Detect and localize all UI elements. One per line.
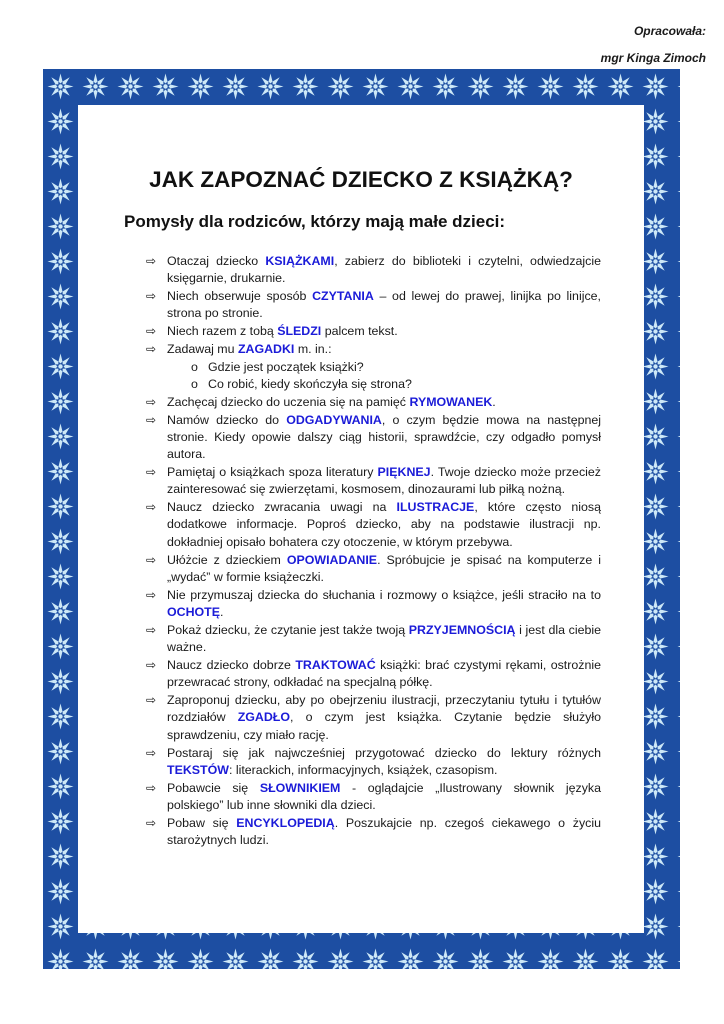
list-item-text [167, 395, 496, 409]
list-item-text [167, 623, 601, 654]
content-panel [78, 105, 644, 933]
hollow-right-arrow-icon: ⇨ [146, 289, 157, 304]
list-item-text [167, 658, 601, 689]
list-item [146, 745, 601, 779]
text-run: , o czym jest książka. Czytanie będzie służyło sprawdzeniu, czy miało rację. [167, 710, 601, 742]
hollow-right-arrow-icon: ⇨ [146, 412, 157, 427]
text-run: . [492, 394, 496, 409]
sub-list-item-text: Co robić, kiedy skończyła się strona? [208, 376, 412, 391]
keyword-highlight: OCHOTĘ [167, 604, 221, 619]
text-run: Namów dziecko do [167, 412, 287, 427]
author-name: mgr Kinga Zimoch [600, 51, 706, 65]
text-run: . Twoje dziecko może przecież zainteresować się zwierzętami, kosmosem, dinozaurami lub piłką nożną. [167, 465, 601, 497]
list-item-text [167, 816, 601, 847]
keyword-highlight: ENCYKLOPEDIĄ [236, 816, 335, 830]
text-run: Niech razem z tobą [167, 324, 278, 339]
list-item [146, 288, 601, 322]
list-item [146, 692, 601, 743]
list-item [146, 412, 601, 463]
text-run: - oglądajcie „Ilustrowany słownik języka polskiego” lub inne słowniki dla dzieci. [167, 780, 601, 812]
keyword-highlight: TEKSTÓW [167, 762, 229, 777]
hollow-right-arrow-icon: ⇨ [146, 658, 157, 673]
keyword-highlight: SŁOWNIKIEM [259, 780, 341, 795]
page-subtitle: Pomysły dla rodziców, którzy mają małe dzieci: [124, 212, 506, 231]
list-item [146, 657, 601, 691]
author-label: Opracowała: [633, 24, 706, 38]
sub-list-item [167, 359, 601, 376]
hollow-right-arrow-icon: ⇨ [146, 254, 157, 268]
list-item [146, 587, 601, 621]
list-item [146, 622, 601, 656]
keyword-highlight: PIĘKNEJ [377, 465, 431, 480]
sub-list [167, 359, 601, 393]
list-item [146, 780, 601, 814]
text-run: . Spróbujcie je spisać na komputerze i „wydać” w formie książeczki. [167, 552, 601, 584]
hollow-right-arrow-icon: ⇨ [146, 745, 157, 760]
keyword-highlight: PRZYJEMNOŚCIĄ [408, 622, 516, 637]
keyword-highlight: ŚLEDZI [277, 324, 322, 339]
text-run: , zabierz do biblioteki i czytelni, odwiedzajcie księgarnie, drukarnie. [167, 254, 601, 286]
text-run: palcem tekst. [321, 324, 398, 339]
list-item-text [167, 500, 601, 548]
hollow-right-arrow-icon: ⇨ [146, 500, 157, 515]
keyword-highlight: ZAGADKI [237, 342, 295, 357]
text-run: – od lewej do prawej, linijka po linijce, strona po stronie. [167, 289, 601, 321]
text-run: Zaproponuj dziecku, aby po obejrzeniu ilustracji, przeczytaniu tytułu i tytułów rozdziałów [167, 693, 601, 725]
text-run: Naucz dziecko zwracania uwagi na [167, 500, 397, 515]
text-run: : literackich, informacyjnych, książek, czasopism. [228, 762, 498, 777]
text-run: m. in.: [294, 342, 332, 357]
list-item-text [167, 553, 601, 584]
list-item-text [167, 413, 601, 461]
sub-list-item-text: Gdzie jest początek książki? [208, 359, 364, 374]
hollow-right-arrow-icon: ⇨ [146, 552, 157, 567]
list-item [146, 341, 601, 392]
text-run: . [220, 604, 224, 619]
page-title: JAK ZAPOZNAĆ DZIECKO Z KSIĄŻKĄ? [149, 167, 573, 192]
list-item [146, 815, 601, 849]
keyword-highlight: CZYTANIA [312, 289, 374, 304]
keyword-highlight: KSIĄŻKAMI [265, 254, 335, 268]
keyword-highlight: ODGADYWANIA [286, 412, 382, 427]
list-item-text [167, 289, 601, 320]
list-item [146, 464, 601, 498]
list-item-text [167, 465, 601, 496]
text-run: Niech obserwuje sposób [167, 289, 313, 304]
hollow-right-arrow-icon: ⇨ [146, 324, 157, 339]
hollow-right-arrow-icon: ⇨ [146, 587, 157, 602]
author-block [601, 18, 706, 72]
text-run: . Poszukajcie np. czegoś ciekawego o życiu starożytnych ludzi. [167, 816, 601, 848]
circle-icon: o [191, 376, 198, 391]
hollow-right-arrow-icon: ⇨ [146, 816, 157, 830]
snowflake-border-frame [43, 69, 680, 969]
list-item-text [167, 254, 601, 285]
text-run: Naucz dziecko dobrze [167, 658, 296, 673]
list-item [146, 323, 601, 340]
hollow-right-arrow-icon: ⇨ [146, 394, 157, 409]
list-item-text [167, 342, 332, 356]
list-item [146, 253, 601, 287]
text-run: Nie przymuszaj dziecka do słuchania i rozmowy o książce, jeśli straciło na to [167, 587, 601, 602]
hollow-right-arrow-icon: ⇨ [146, 465, 157, 480]
sub-list-item [167, 376, 601, 393]
list-item-text [167, 781, 601, 812]
list-item-text [167, 588, 601, 619]
list-item-text [167, 746, 601, 777]
text-run: Postaraj się jak najwcześniej przygotować dziecko do lektury różnych [167, 745, 601, 760]
list-item [146, 499, 601, 550]
hollow-right-arrow-icon: ⇨ [146, 693, 157, 708]
keyword-highlight: ILUSTRACJE [396, 500, 475, 515]
text-run: , które często niosą dodatkowe informacje. Poproś dziecko, aby na podstawie ilustracji np. dokładniej opisało bohatera czy otoczenie, w którym przebywa. [167, 500, 601, 549]
text-run: Pamiętaj o książkach spoza literatury [167, 465, 378, 480]
text-run: Pokaż dziecku, że czytanie jest także twoją [167, 622, 409, 637]
keyword-highlight: RYMOWANEK [409, 394, 493, 409]
hollow-right-arrow-icon: ⇨ [146, 342, 157, 357]
text-run: książki: brać czystymi rękami, ostrożnie przewracać strony, odkładać na specjalną półkę. [167, 658, 601, 690]
text-run: Pobaw się [167, 816, 237, 830]
keyword-highlight: TRAKTOWAĆ [295, 658, 376, 673]
tips-list [146, 253, 601, 850]
text-run: Otaczaj dziecko [167, 254, 266, 268]
text-run: Pobawcie się [167, 780, 260, 795]
keyword-highlight: OPOWIADANIE [286, 552, 378, 567]
list-item-text [167, 693, 601, 741]
hollow-right-arrow-icon: ⇨ [146, 780, 157, 795]
hollow-right-arrow-icon: ⇨ [146, 622, 157, 637]
text-run: Zadawaj mu [167, 342, 238, 357]
text-run: Ułóżcie z dzieckiem [167, 552, 287, 567]
list-item [146, 394, 601, 411]
text-run: , o czym będzie mowa na następnej stronie. Kiedy opowie dalszy ciąg historii, sprawdźcie, czy odgadło pomysł autora. [167, 412, 602, 462]
text-run: i jest dla ciebie ważne. [167, 622, 601, 655]
circle-icon: o [191, 359, 198, 374]
list-item [146, 552, 601, 586]
list-item-text [167, 324, 398, 338]
keyword-highlight: ZGADŁO [237, 710, 291, 725]
text-run: Zachęcaj dziecko do uczenia się na pamięć [167, 394, 410, 409]
